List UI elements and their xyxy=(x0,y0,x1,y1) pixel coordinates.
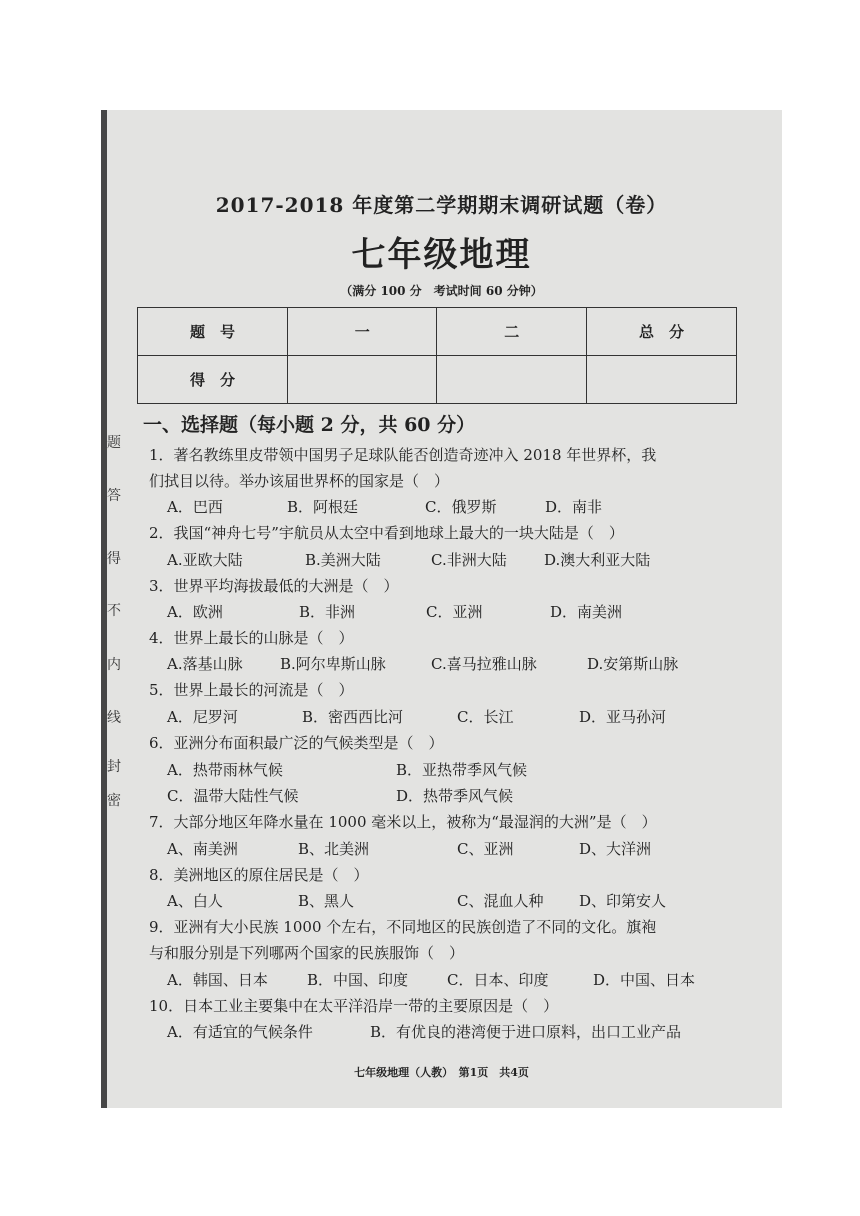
score-cell: 总 分 xyxy=(587,308,737,356)
score-cell: 题 号 xyxy=(138,308,288,356)
score-cell: 二 xyxy=(437,308,587,356)
option[interactable]: C．温带大陆性气候 xyxy=(167,787,299,805)
question-line: 与和服分别是下列哪两个国家的民族服饰（ ） xyxy=(149,944,465,962)
option[interactable]: D.安第斯山脉 xyxy=(587,655,679,673)
score-table-header-row xyxy=(138,308,737,356)
option[interactable]: A、白人 xyxy=(167,892,223,910)
question-line: 5．世界上最长的河流是（ ） xyxy=(149,681,354,699)
question-line: 10．日本工业主要集中在太平洋沿岸一带的主要原因是（ ） xyxy=(149,997,559,1015)
option[interactable]: D．亚马孙河 xyxy=(579,708,667,726)
option[interactable]: C．日本、印度 xyxy=(447,971,549,989)
question-line: 们拭目以待。举办该届世界杯的国家是（ ） xyxy=(149,472,450,490)
seal-char: 答 xyxy=(107,488,121,504)
score-cell-empty[interactable] xyxy=(437,356,587,404)
question-line: 9．亚洲有大小民族 1000 个左右，不同地区的民族创造了不同的文化。旗袍 xyxy=(149,918,657,936)
option[interactable]: A．巴西 xyxy=(167,498,223,516)
exam-paper xyxy=(101,110,782,1108)
option[interactable]: B．非洲 xyxy=(299,603,356,621)
option[interactable]: B.美洲大陆 xyxy=(305,551,381,569)
option[interactable]: D．南非 xyxy=(545,498,603,516)
option[interactable]: C、亚洲 xyxy=(457,840,514,858)
score-table xyxy=(137,307,737,404)
option[interactable]: A、南美洲 xyxy=(167,840,238,858)
option[interactable]: D．热带季风气候 xyxy=(396,787,514,805)
seal-char: 线 xyxy=(107,710,121,726)
option[interactable]: A．有适宜的气候条件 xyxy=(167,1023,313,1041)
subject-title: 七年级地理 xyxy=(351,235,532,275)
seal-char: 内 xyxy=(107,657,121,673)
option[interactable]: A．尼罗河 xyxy=(167,708,238,726)
option[interactable]: A.落基山脉 xyxy=(167,655,243,673)
option[interactable]: C．亚洲 xyxy=(426,603,483,621)
question-line: 7．大部分地区年降水量在 1000 毫米以上，被称为“最湿润的大洲”是（ ） xyxy=(149,813,657,831)
option[interactable]: D．中国、日本 xyxy=(593,971,696,989)
score-cell-empty[interactable] xyxy=(287,356,437,404)
option[interactable]: A．韩国、日本 xyxy=(167,971,268,989)
seal-char: 题 xyxy=(107,435,121,451)
option[interactable]: D.澳大利亚大陆 xyxy=(544,551,651,569)
option[interactable]: B．密西西比河 xyxy=(302,708,404,726)
page-footer: 七年级地理（人教） 第1页 共4页 xyxy=(354,1066,529,1079)
option[interactable]: C.非洲大陆 xyxy=(431,551,507,569)
option[interactable]: C．长江 xyxy=(457,708,514,726)
seal-char: 得 xyxy=(107,551,121,567)
score-cell-empty[interactable] xyxy=(587,356,737,404)
question-line: 4．世界上最长的山脉是（ ） xyxy=(149,629,354,647)
option[interactable]: B．有优良的港湾便于进口原料，出口工业产品 xyxy=(370,1023,682,1041)
score-cell: 一 xyxy=(287,308,437,356)
option[interactable]: D、印第安人 xyxy=(579,892,667,910)
option[interactable]: B．阿根廷 xyxy=(287,498,359,516)
question-line: 6．亚洲分布面积最广泛的气候类型是（ ） xyxy=(149,734,444,752)
option[interactable]: A.亚欧大陆 xyxy=(167,551,243,569)
option[interactable]: C．俄罗斯 xyxy=(425,498,497,516)
question-line: 1．著名教练里皮带领中国男子足球队能否创造奇迹冲入 2018 年世界杯，我 xyxy=(149,446,657,464)
exam-title: 2017-2018 年度第二学期期末调研试题（卷） xyxy=(215,193,668,217)
option[interactable]: C、混血人种 xyxy=(457,892,544,910)
question-line: 8．美洲地区的原住居民是（ ） xyxy=(149,866,369,884)
option[interactable]: B.阿尔卑斯山脉 xyxy=(280,655,386,673)
option[interactable]: A．欧洲 xyxy=(167,603,223,621)
option[interactable]: A．热带雨林气候 xyxy=(167,761,283,779)
seal-char: 密 xyxy=(107,793,121,809)
option[interactable]: D、大洋洲 xyxy=(579,840,652,858)
question-line: 3．世界平均海拔最低的大洲是（ ） xyxy=(149,577,399,595)
seal-char: 封 xyxy=(107,759,121,775)
seal-char: 不 xyxy=(107,603,121,619)
question-line: 2．我国“神舟七号”宇航员从太空中看到地球上最大的一块大陆是（ ） xyxy=(149,524,624,542)
score-table-score-row xyxy=(138,356,737,404)
option[interactable]: C.喜马拉雅山脉 xyxy=(431,655,537,673)
option[interactable]: B、北美洲 xyxy=(298,840,370,858)
option[interactable]: B．中国、印度 xyxy=(307,971,409,989)
option[interactable]: D．南美洲 xyxy=(550,603,623,621)
exam-subtitle: （满分 100 分 考试时间 60 分钟） xyxy=(340,284,543,298)
score-cell: 得 分 xyxy=(138,356,288,404)
option[interactable]: B、黑人 xyxy=(298,892,355,910)
option[interactable]: B．亚热带季风气候 xyxy=(396,761,528,779)
section-title: 一、选择题（每小题 2 分，共 60 分） xyxy=(143,414,476,436)
